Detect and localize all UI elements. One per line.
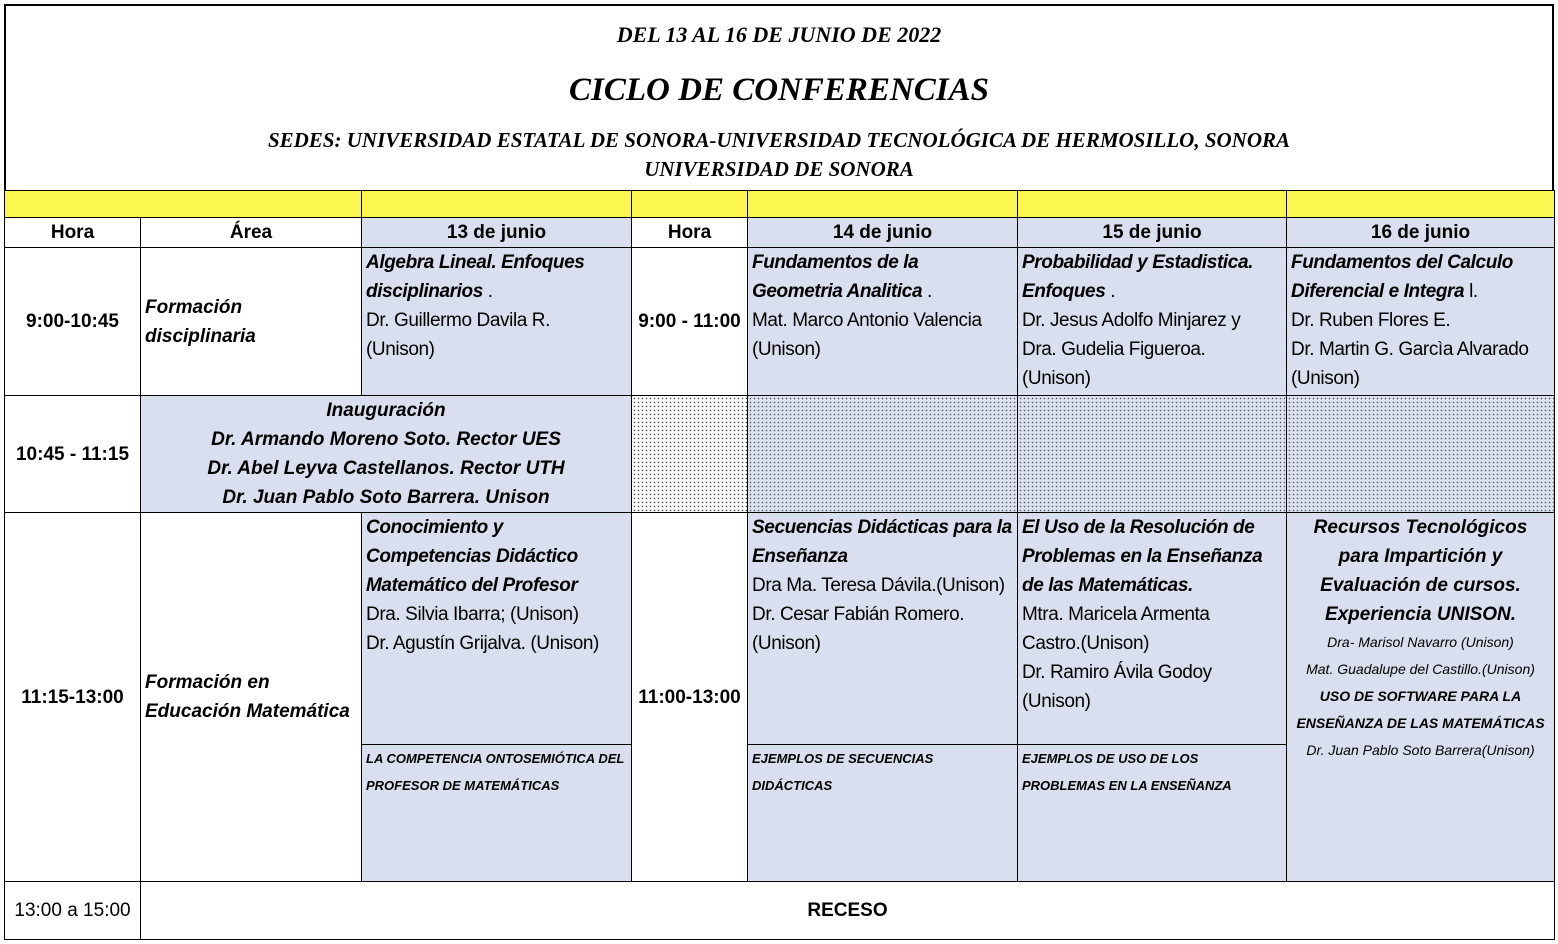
program-sheet xyxy=(4,4,1554,940)
speaker-line: Dr. Jesus Adolfo Minjarez y xyxy=(1022,310,1241,331)
page-title: CICLO DE CONFERENCIAS xyxy=(569,72,989,108)
speaker-line: (Unison) xyxy=(1022,368,1091,389)
col-header-hora2: Hora xyxy=(632,218,748,248)
speaker-line: Mtra. Maricela Armenta xyxy=(1022,604,1210,625)
col-header-day4: 16 de junio xyxy=(1287,218,1555,248)
speaker-line: Dr. Martin G. Garcìa Alvarado xyxy=(1291,339,1529,360)
workshop-cell-day1: LA COMPETENCIA ONTOSEMIÓTICA DEL PROFESOR DE MATEMÁTICAS xyxy=(362,745,632,882)
talk-cell-day2 xyxy=(748,513,1018,745)
col-header-day3: 15 de junio xyxy=(1018,218,1287,248)
speaker-line: (Unison) xyxy=(752,339,821,360)
speaker-line: Dr. Agustín Grijalva. (Unison) xyxy=(366,633,599,654)
inauguration-line: Dr. Juan Pablo Soto Barrera. Unison xyxy=(222,487,550,508)
talk-title: Algebra Lineal. Enfoques disciplinarios xyxy=(366,252,585,302)
area-cell: Formación disciplinaria xyxy=(141,248,362,396)
speaker-line: Mat. Marco Antonio Valencia xyxy=(752,310,982,331)
dates-banner xyxy=(4,4,1554,63)
talk-cell-day3 xyxy=(1018,513,1287,745)
talk-title-suffix: l. xyxy=(1464,281,1478,302)
header-row xyxy=(5,218,1555,248)
speaker-line: Castro.(Unison) xyxy=(1022,633,1150,654)
blank-dotted-cell xyxy=(632,396,748,513)
speaker-line: Dr. Cesar Fabián Romero. xyxy=(752,604,965,625)
col-header-day1: 13 de junio xyxy=(362,218,632,248)
talk-cell-day2 xyxy=(748,248,1018,396)
workshop-title: USO DE SOFTWARE PARA LA ENSEÑANZA DE LAS MATEMÁTICAS xyxy=(1296,688,1545,731)
inauguration-line: Dr. Armando Moreno Soto. Rector UES xyxy=(211,429,561,450)
yellow-cell-6 xyxy=(1287,191,1555,218)
workshop-speaker: Dr. Juan Pablo Soto Barrera(Unison) xyxy=(1306,742,1535,758)
area-cell: Formación en Educación Matemática xyxy=(141,513,362,882)
schedule-table xyxy=(4,190,1555,940)
workshop-cell-day2: EJEMPLOS DE SECUENCIAS DIDÁCTICAS xyxy=(748,745,1018,882)
talk-title: Secuencias Didácticas para la Enseñanza xyxy=(752,517,1012,567)
time-cell: 11:15-13:00 xyxy=(5,513,141,882)
speaker-line: (Unison) xyxy=(1022,691,1091,712)
yellow-cell-5 xyxy=(1018,191,1287,218)
inauguration-line: Dr. Abel Leyva Castellanos. Rector UTH xyxy=(207,458,565,479)
blank-dotted-cell xyxy=(1018,396,1287,513)
yellow-cell-1 xyxy=(5,191,362,218)
talk-cell-day1 xyxy=(362,513,632,745)
session-row-1 xyxy=(5,248,1555,396)
time-cell-2: 9:00 - 11:00 xyxy=(632,248,748,396)
yellow-cell-3 xyxy=(632,191,748,218)
col-header-hora: Hora xyxy=(5,218,141,248)
break-label: RECESO xyxy=(141,882,1555,940)
talk-title: El Uso de la Resolución de Problemas en la Enseñanza de las Matemáticas. xyxy=(1022,517,1263,596)
talk-cell-day4 xyxy=(1287,513,1555,882)
talk-title: Fundamentos de la Geometria Analitica xyxy=(752,252,923,302)
speaker-line: Dr. Ruben Flores E. xyxy=(1291,310,1451,331)
venues-line-1: SEDES: UNIVERSIDAD ESTATAL DE SONORA-UNIVERSIDAD TECNOLÓGICA DE HERMOSILLO, SONORA xyxy=(267,128,1291,152)
yellow-band-row xyxy=(5,191,1555,218)
time-cell: 13:00 a 15:00 xyxy=(5,882,141,940)
talk-cell-day3 xyxy=(1018,248,1287,396)
inauguration-line: Inauguración xyxy=(326,400,446,421)
venues-banner xyxy=(4,118,1554,192)
speaker-line: (Unison) xyxy=(366,339,435,360)
time-cell: 9:00-10:45 xyxy=(5,248,141,396)
inauguration-row xyxy=(5,396,1555,513)
speaker-line: (Unison) xyxy=(1291,368,1360,389)
yellow-cell-4 xyxy=(748,191,1018,218)
talk-cell-day1 xyxy=(362,248,632,396)
speaker-line: Dr. Ramiro Ávila Godoy xyxy=(1022,662,1212,683)
talk-title: Fundamentos del Calculo Diferencial e Integra xyxy=(1291,252,1513,302)
talk-title: Recursos Tecnológicos para Impartición y Evaluación de cursos. Experiencia UNISON. xyxy=(1313,517,1528,625)
blank-dotted-cell xyxy=(1287,396,1555,513)
col-header-area: Área xyxy=(141,218,362,248)
col-header-day2: 14 de junio xyxy=(748,218,1018,248)
speaker-line: Dra Ma. Teresa Dávila.(Unison) xyxy=(752,575,1005,596)
dates-text: DEL 13 AL 16 DE JUNIO DE 2022 xyxy=(616,22,942,47)
time-cell-2: 11:00-13:00 xyxy=(632,513,748,882)
session-row-3 xyxy=(5,513,1555,745)
yellow-cell-2 xyxy=(362,191,632,218)
talk-title: Probabilidad y Estadistica. Enfoques xyxy=(1022,252,1253,302)
speaker-line: Dra- Marisol Navarro (Unison) xyxy=(1327,634,1514,650)
speaker-line: Dra. Gudelia Figueroa. xyxy=(1022,339,1206,360)
workshop-cell-day3: EJEMPLOS DE USO DE LOS PROBLEMAS EN LA ENSEÑANZA xyxy=(1018,745,1287,882)
speaker-line: Dra. Silvia Ibarra; (Unison) xyxy=(366,604,579,625)
speaker-line: Mat. Guadalupe del Castillo.(Unison) xyxy=(1306,661,1535,677)
talk-cell-day4 xyxy=(1287,248,1555,396)
speaker-line: Dr. Guillermo Davila R. xyxy=(366,310,551,331)
talk-title-suffix: . xyxy=(922,281,932,302)
speaker-line: (Unison) xyxy=(752,633,821,654)
venues-line-2: UNIVERSIDAD DE SONORA xyxy=(644,157,914,181)
talk-title-suffix: . xyxy=(482,281,493,302)
blank-dotted-cell xyxy=(748,396,1018,513)
talk-title: Conocimiento y Competencias Didáctico Matemático del Profesor xyxy=(366,517,578,596)
inauguration-cell xyxy=(141,396,632,513)
talk-title-suffix: . xyxy=(1105,281,1116,302)
time-cell: 10:45 - 11:15 xyxy=(5,396,141,513)
title-banner xyxy=(4,61,1554,120)
break-row xyxy=(5,882,1555,940)
